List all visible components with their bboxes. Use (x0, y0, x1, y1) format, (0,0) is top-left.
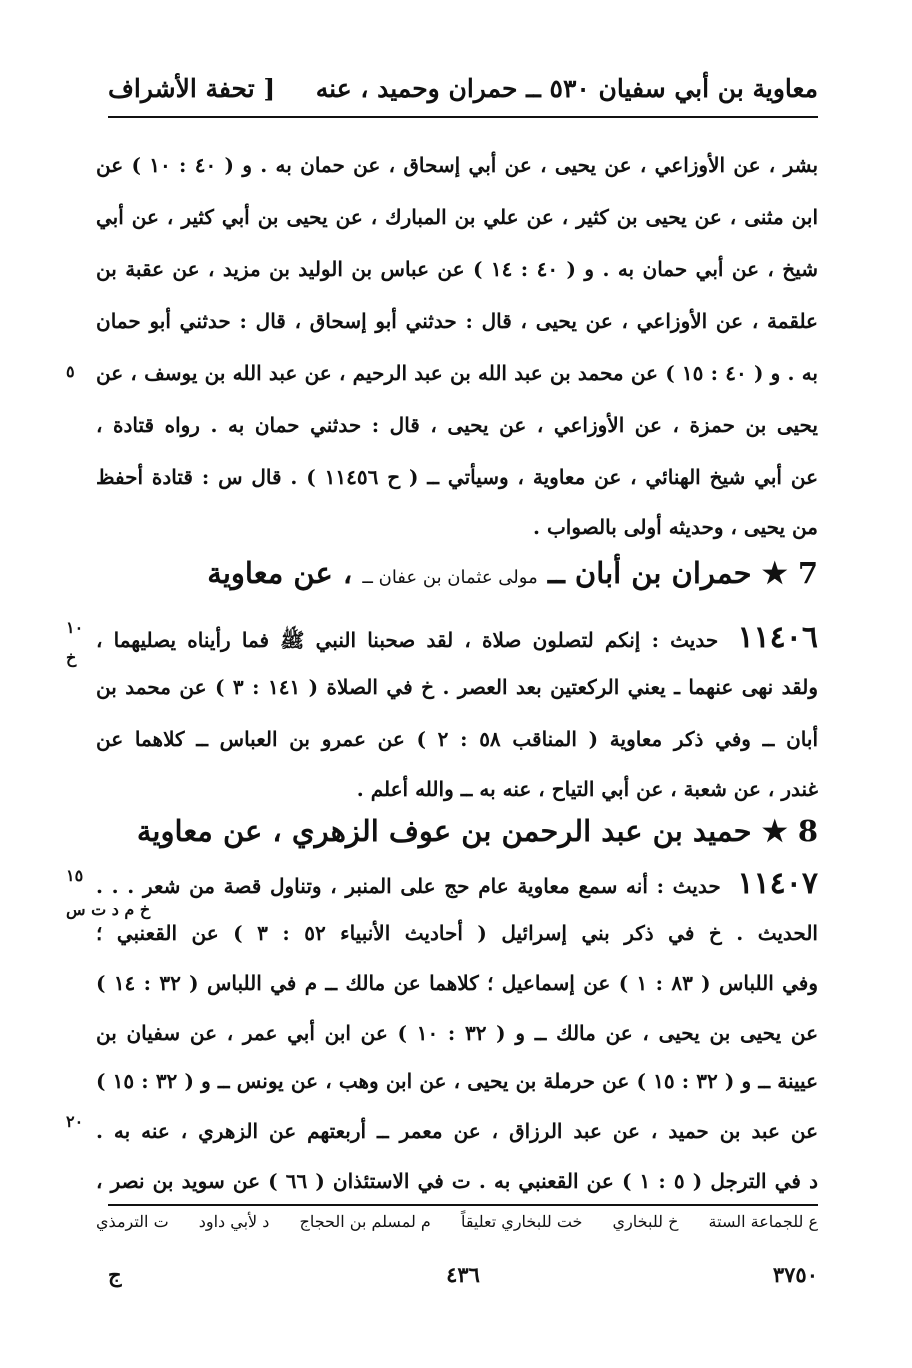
text-line: عيينة ــ و ( ٣٢ : ١٥ ) عن حرملة بن يحيى ، عن ابن وهب ، عن يونس ــ و ( ٣٢ : ١٥ ) (96, 1069, 818, 1093)
section-heading-8 (96, 814, 818, 848)
heading-note: مولى عثمان بن عفان ــ (362, 567, 538, 588)
hadith-number: ١١٤٠٦ (737, 620, 818, 655)
text-line: عن أبي شيخ الهنائي ، عن معاوية ، وسيأتي ــ ( ح ١١٤٥٦ ) . قال س : قتادة أحفظ (96, 465, 818, 489)
page-number: ٤٣٦ (446, 1262, 480, 1287)
hadith-label: حديث : (651, 628, 719, 652)
legend-item: خت للبخاري تعليقاً (460, 1212, 583, 1231)
text-line: الحديث . خ في ذكر بني إسرائيل ( أحاديث الأنبياء ٥٢ : ٣ ) عن القعنبي ؛ (96, 921, 818, 945)
hadith-text: أنه سمع معاوية عام حج على المنبر ، وتناول قصة من شعر . . . (96, 874, 648, 898)
hadith-first-line (96, 620, 818, 656)
legend-item: خ للبخاري (612, 1212, 679, 1231)
text-line: عن عبد بن حميد ، عن عبد الرزاق ، عن معمر ــ أربعتهم عن الزهري ، عنه به . (96, 1119, 818, 1143)
section-heading-7 (96, 556, 818, 590)
heading-number: 7 (797, 556, 818, 590)
running-header-title: معاوية بن أبي سفيان ٥٣٠ ــ حمران وحميد ، عنه (315, 74, 818, 103)
text-line: يحيى بن حمزة ، عن الأوزاعي ، عن يحيى ، قال : حدثني حمان به . رواه قتادة ، (96, 413, 818, 437)
margin-line-number: ٢٠ (66, 1112, 84, 1131)
heading-name: حمران بن أبان ــ (547, 556, 752, 590)
text-line: بشر ، عن الأوزاعي ، عن يحيى ، عن أبي إسحاق ، عن حمان به . و ( ٤٠ : ١٠ ) عن (96, 153, 818, 177)
margin-line-number: ١٥ (66, 866, 84, 885)
margin-sigla: خ (66, 648, 77, 667)
star-icon: ★ (761, 814, 788, 848)
hadith-number: ١١٤٠٧ (737, 866, 818, 901)
text-line: ولقد نهى عنهما ـ يعني الركعتين بعد العصر . خ في الصلاة ( ١٤١ : ٣ ) عن محمد بن (96, 675, 818, 699)
footnote-rule (108, 1204, 818, 1206)
text-line: من يحيى ، وحديثه أولى بالصواب . (533, 515, 818, 539)
legend-item: ت الترمذي (96, 1212, 169, 1231)
star-icon: ★ (761, 556, 788, 590)
sigla-legend (96, 1212, 818, 1231)
heading-end: ، عن معاوية (207, 556, 353, 590)
running-header (108, 70, 818, 118)
margin-sigla: خ م د ت س (66, 900, 151, 919)
legend-item: د لأبي داود (198, 1212, 270, 1231)
text-line: د في الترجل ( ٥ : ١ ) عن القعنبي به . ت في الاستئذان ( ٦٦ ) عن سويد بن نصر ، (96, 1169, 818, 1193)
text-line: به . و ( ٤٠ : ١٥ ) عن محمد بن عبد الله بن عبد الرحيم ، عن عبد الله بن يوسف ، عن (96, 361, 818, 385)
text-line: أبان ــ وفي ذكر معاوية ( المناقب ٥٨ : ٢ ) عن عمرو بن العباس ــ كلاهما عن (96, 727, 818, 751)
text-line: وفي اللباس ( ٨٣ : ١ ) عن إسماعيل ؛ كلاهما عن مالك ــ م في اللباس ( ٣٢ : ١٤ ) (96, 971, 818, 995)
margin-line-number: ١٠ (66, 618, 84, 637)
legend-item: ع للجماعة الستة (708, 1212, 818, 1231)
heading-text: حميد بن عبد الرحمن بن عوف الزهري ، عن معاوية (136, 814, 752, 848)
footer-number: ٣٧٥٠ (772, 1262, 818, 1287)
page-footer (108, 1262, 818, 1292)
margin-line-number: ٥ (66, 362, 75, 381)
heading-number: 8 (797, 814, 818, 848)
text-line: عن يحيى بن يحيى ، عن مالك ــ و ( ٣٢ : ١٠ ) عن ابن أبي عمر ، عن سفيان بن (96, 1021, 818, 1045)
hadith-label: حديث : (656, 874, 721, 898)
text-line: ابن مثنى ، عن يحيى بن كثير ، عن علي بن المبارك ، عن يحيى بن أبي كثير ، عن أبي (96, 205, 818, 229)
legend-item: م لمسلم بن الحجاج (299, 1212, 431, 1231)
volume-mark: ج (108, 1262, 122, 1287)
hadith-first-line (96, 866, 818, 902)
text-line: غندر ، عن شعبة ، عن أبي التياح ، عنه به ــ والله أعلم . (356, 777, 818, 801)
text-line: شيخ ، عن أبي حمان به . و ( ٤٠ : ١٤ ) عن عباس بن الوليد بن مزيد ، عن عقبة بن (96, 257, 818, 281)
hadith-text: إنكم لتصلون صلاة ، لقد صحبنا النبي ﷺ فما رأيناه يصليهما ، (96, 628, 641, 652)
text-line: علقمة ، عن الأوزاعي ، عن يحيى ، قال : حدثني أبو إسحاق ، قال : حدثني أبو حمان (96, 309, 818, 333)
running-header-book: [ تحفة الأشراف (108, 74, 276, 103)
